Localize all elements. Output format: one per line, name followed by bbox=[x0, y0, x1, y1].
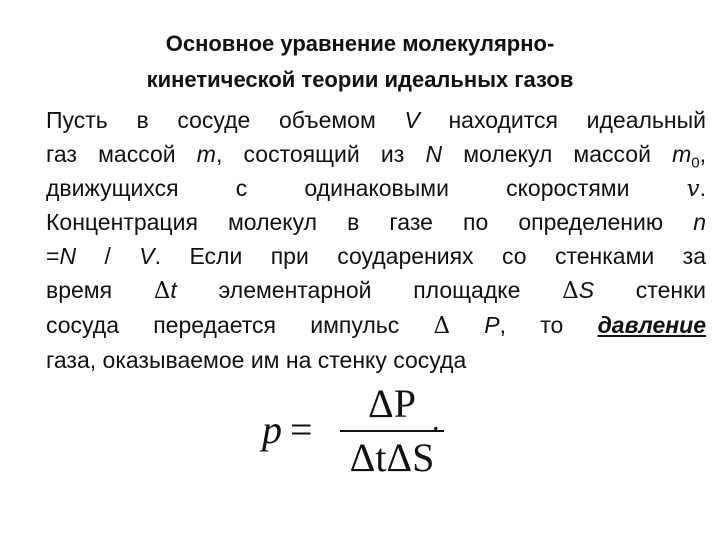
text-run: / bbox=[76, 243, 140, 270]
paragraph-line-5 bbox=[46, 240, 706, 274]
paragraph-line-6 bbox=[46, 274, 706, 309]
title-line-1: Основное уравнение молекулярно- bbox=[165, 31, 555, 56]
var-m: m bbox=[196, 140, 216, 167]
body-paragraph bbox=[46, 104, 706, 377]
text-run: молекул массой bbox=[442, 140, 673, 167]
paragraph-line-1 bbox=[46, 104, 706, 138]
delta-symbol: Δ bbox=[562, 277, 579, 304]
text-run: газа, оказываемое им на стенку сосуда bbox=[46, 346, 467, 373]
delta-symbol: Δ bbox=[153, 277, 171, 304]
var-n: n bbox=[693, 209, 706, 236]
formula-period: . bbox=[432, 404, 440, 437]
formula-lhs bbox=[262, 406, 313, 453]
var-velocity: v bbox=[686, 175, 700, 202]
var-m0: m bbox=[672, 140, 692, 167]
formula-numerator: ΔP bbox=[368, 381, 416, 426]
text-run: движущихся с одинаковыми скоростями bbox=[46, 174, 687, 201]
text-run: , то bbox=[499, 311, 598, 338]
fraction-bar bbox=[340, 430, 444, 432]
var-p: P bbox=[450, 311, 500, 338]
var-s: S bbox=[578, 276, 595, 303]
text-run: = bbox=[46, 243, 60, 270]
text-run: , bbox=[699, 140, 707, 167]
text-run: время bbox=[46, 276, 154, 303]
delta-symbol: Δ bbox=[433, 312, 451, 339]
term-pressure: давление bbox=[597, 311, 706, 338]
slide-title bbox=[0, 26, 720, 98]
paragraph-line-3 bbox=[46, 172, 706, 207]
formula-denominator: ΔtΔS bbox=[349, 435, 435, 480]
paragraph-line-8 bbox=[46, 344, 706, 378]
paragraph-line-4 bbox=[46, 206, 706, 240]
text-run: Пусть в сосуде объемом bbox=[46, 107, 405, 133]
formula-equals: = bbox=[290, 407, 313, 452]
var-v: V bbox=[139, 243, 155, 270]
text-run: стенки bbox=[594, 276, 706, 303]
paragraph-line-2 bbox=[46, 138, 706, 172]
text-run: . bbox=[699, 174, 706, 201]
var-v: V bbox=[404, 107, 420, 133]
formula-var-p: p bbox=[262, 407, 282, 452]
var-n-upper: N bbox=[425, 140, 443, 167]
text-run: сосуда передается импульс bbox=[46, 311, 434, 338]
var-n-upper: N bbox=[59, 243, 77, 270]
title-line-2: кинетической теории идеальных газов bbox=[146, 67, 574, 92]
subscript-zero: 0 bbox=[691, 154, 700, 172]
text-run: , состоящий из bbox=[215, 140, 426, 167]
text-run: газ массой bbox=[46, 140, 197, 167]
paragraph-line-7 bbox=[46, 309, 706, 344]
text-run: элементарной площадке bbox=[176, 276, 563, 303]
text-run: . Если при соударениях со стенками за bbox=[154, 243, 706, 270]
text-run: Концентрация молекул в газе по определению bbox=[46, 209, 694, 236]
var-t: t bbox=[170, 276, 177, 303]
text-run: находится идеальный bbox=[419, 107, 706, 133]
